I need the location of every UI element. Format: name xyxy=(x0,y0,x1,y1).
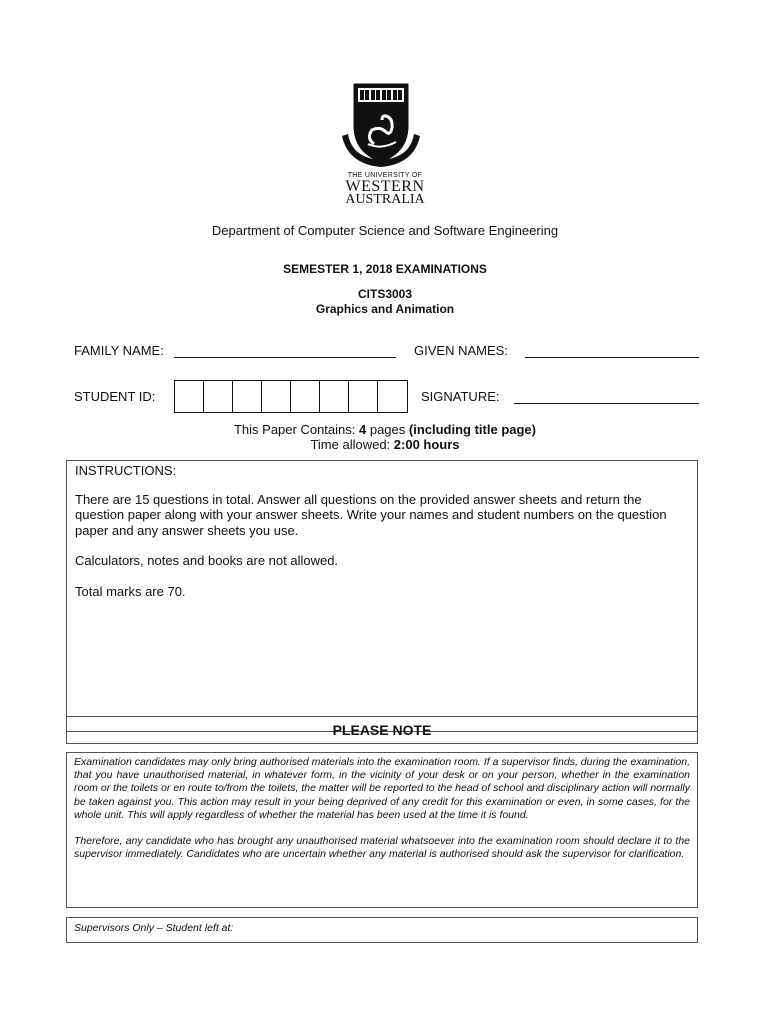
please-note-title: PLEASE NOTE xyxy=(66,716,698,744)
student-id-box[interactable] xyxy=(262,381,291,412)
family-name-label: FAMILY NAME: xyxy=(74,343,164,358)
time-allowed-value: 2:00 hours xyxy=(393,437,460,452)
student-id-box[interactable] xyxy=(175,381,204,412)
page-count-middle: pages xyxy=(366,422,409,437)
page-count-value: 4 xyxy=(359,422,367,437)
instructions-paragraph: Calculators, notes and books are not allowed. xyxy=(75,553,339,568)
unit-title: Graphics and Animation xyxy=(315,302,455,316)
signature-field[interactable] xyxy=(514,389,699,404)
university-name-line1: THE UNIVERSITY OF xyxy=(347,172,423,179)
university-name-line3: AUSTRALIA xyxy=(345,192,425,207)
instructions-paragraph: Total marks are 70. xyxy=(75,583,186,599)
given-names-label: GIVEN NAMES: xyxy=(414,343,508,358)
unit-code: CITS3003 xyxy=(357,287,413,301)
semester-title: SEMESTER 1, 2018 EXAMINATIONS xyxy=(283,262,487,276)
student-id-box[interactable] xyxy=(291,381,320,412)
page-count-suffix: (including title page) xyxy=(408,422,536,437)
supervisors-only-box: Supervisors Only – Student left at: xyxy=(66,917,698,943)
note-paragraph: Examination candidates may only bring authorised materials into the examination room. If a supervisor finds, during the examination, that you have unauthorised material, in whatever form, in the vicinity of your desk or on your person, whether in the examination room or the toilets or en route to/from the toilets, the matter will be reported to the head of school and disciplinary action will normally be taken against you. This action may result in your being deprived of any credit for this examination or even, in some cases, for the whole unit. This will apply regardless of whether the material has been used at the time it is found. xyxy=(74,756,690,821)
family-name-field[interactable] xyxy=(174,343,396,358)
university-name-line2: WESTERN xyxy=(345,178,425,195)
student-id-box[interactable] xyxy=(378,381,407,412)
please-note-box xyxy=(66,752,698,908)
student-id-box[interactable] xyxy=(349,381,378,412)
time-allowed-line xyxy=(0,437,770,452)
university-crest-logo xyxy=(336,78,426,168)
note-paragraph: Therefore, any candidate who has brought any unauthorised material whatsoever into the examination room should declare it to the supervisor immediately. Candidates who are uncertain whether any material is authorised should ask the supervisor for clarification. xyxy=(74,835,690,861)
signature-label: SIGNATURE: xyxy=(421,389,500,404)
student-id-box[interactable] xyxy=(204,381,233,412)
time-allowed-prefix: Time allowed: xyxy=(310,437,394,452)
given-names-field[interactable] xyxy=(525,343,699,358)
instructions-heading: INSTRUCTIONS: xyxy=(75,463,177,478)
student-id-boxes[interactable] xyxy=(174,380,408,413)
instructions-paragraph: There are 15 questions in total. Answer all questions on the provided answer sheets and return the question paper along with your answer sheets. Write your names and student numbers on the question paper and any answer sheets you use. xyxy=(75,491,667,538)
page-count-prefix: This Paper Contains: xyxy=(233,422,359,437)
student-id-box[interactable] xyxy=(233,381,262,412)
student-id-label: STUDENT ID: xyxy=(74,389,156,404)
department-name: Department of Computer Science and Software Engineering xyxy=(211,223,559,238)
student-id-box[interactable] xyxy=(320,381,349,412)
instructions-box xyxy=(66,460,698,732)
page-count-line xyxy=(0,422,770,437)
